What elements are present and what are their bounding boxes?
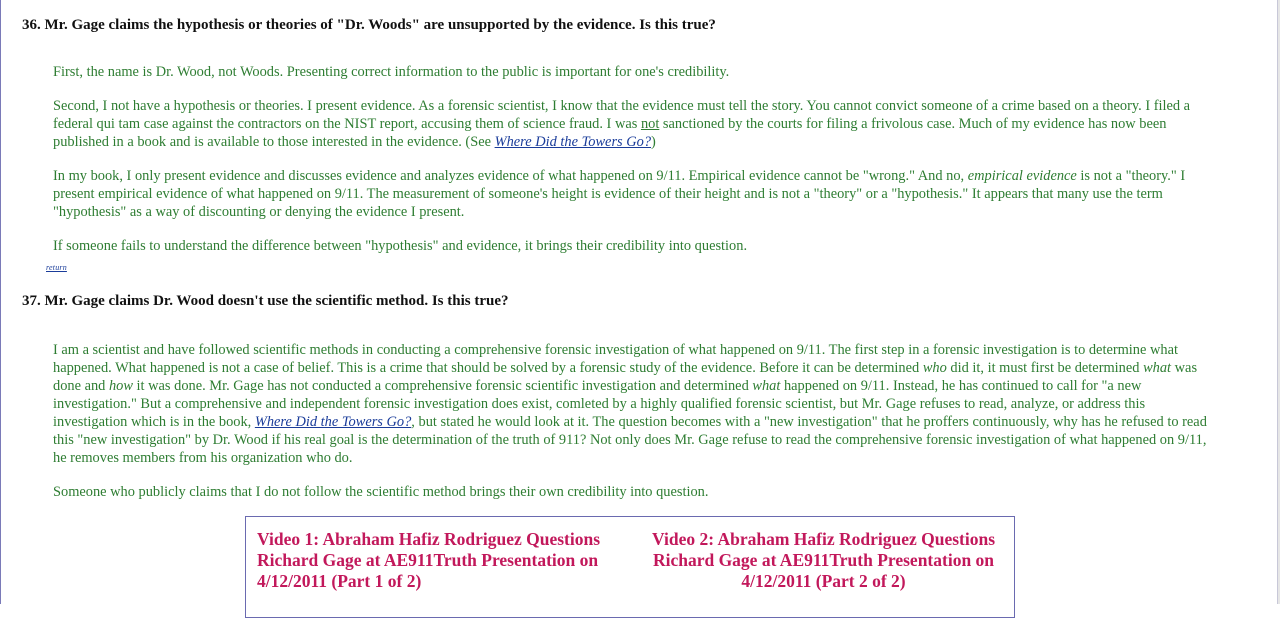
- q37-p1-emphasis-what: what: [1143, 360, 1172, 376]
- q37-p1-text-b: did it, it must first be determined: [946, 360, 1144, 376]
- video-2-title: Video 2: Abraham Hafiz Rodriguez Questions Richard Gage at AE911Truth Presentation on 4/12/2011 (Part 2 of 2): [651, 529, 996, 591]
- page-left-border: [0, 0, 1, 604]
- q36-p2-text-c: ): [651, 134, 656, 150]
- q36-p2-emphasis-not: not: [640, 116, 660, 132]
- q36-p3-emphasis: empirical evidence: [967, 168, 1077, 184]
- book-link-where-did-the-towers-go[interactable]: Where Did the Towers Go?: [494, 134, 652, 150]
- q37-p1-text-c: was done and: [53, 360, 1198, 394]
- q36-answer-paragraph-2: [53, 97, 1208, 151]
- q37-p1-text-e: happened on 9/11. Instead, he has continued to call for "a new investigation." But a comprehensive and independent forensic investigation does exist, comleted by a highly qualified forensic scientist, but Mr. Gage refuses to read, analyze, or address this investigation which is in the book,: [53, 378, 1146, 430]
- video-table: [245, 516, 1015, 618]
- q36-answer-paragraph-3: [53, 167, 1208, 221]
- q36-answer-paragraph-4: If someone fails to understand the difference between "hypothesis" and evidence, it brings their credibility into question.: [53, 238, 748, 254]
- book-link-where-did-the-towers-go-2[interactable]: Where Did the Towers Go?: [254, 414, 412, 430]
- q37-p1-text-d: it was done. Mr. Gage has not conducted a comprehensive forensic scientific investigation and determined: [132, 378, 753, 394]
- q36-p3-text-a: In my book, I only present evidence and discusses evidence and analyzes evidence of what happened on 9/11. Empirical evidence cannot be "wrong." And no,: [53, 168, 968, 184]
- q37-answer-paragraph-2: Someone who publicly claims that I do not follow the scientific method brings their own credibility into question.: [53, 484, 709, 500]
- video-1-title: Video 1: Abraham Hafiz Rodriguez Questions Richard Gage at AE911Truth Presentation on 4/12/2011 (Part 1 of 2): [257, 529, 601, 591]
- q37-p1-text-a: I am a scientist and have followed scientific methods in conducting a comprehensive forensic investigation of what happened on 9/11. The first step in a forensic investigation is to determine what happened. What happened is not a case of belief. This is a crime that should be solved by a forensic study of the evidence. Before it can be determined: [53, 342, 1178, 376]
- q37-p1-emphasis-who: who: [922, 360, 947, 376]
- q36-answer-paragraph-1: First, the name is Dr. Wood, not Woods. Presenting correct information to the public is important for one's credibility.: [53, 64, 730, 80]
- return-link[interactable]: return: [46, 263, 67, 272]
- question-37-heading: 37. Mr. Gage claims Dr. Wood doesn't use the scientific method. Is this true?: [22, 293, 509, 309]
- q36-p2-text-a: Second, I not have a hypothesis or theories. I present evidence. As a forensic scientist, I know that the evidence must tell the story. You cannot convict someone of a crime based on a theory. I filed a federal qui tam case against the contractors on the NIST report, accusing them of science fraud. I was: [53, 98, 1191, 132]
- q36-p2-text-b: sanctioned by the courts for filing a frivolous case. Much of my evidence has now been published in a book and is available to those interested in the evidence. (See: [53, 116, 1167, 150]
- q37-answer-paragraph-1: [53, 341, 1208, 467]
- q36-p3-text-b: is not a "theory." I present empirical evidence of what happened on 9/11. The measurement of someone's height is evidence of their height and is not a "theory" or a "hypothesis." It appears that many use the term "hypothesis" as a way of discounting or denying the evidence I present.: [53, 168, 1186, 220]
- question-36-heading: 36. Mr. Gage claims the hypothesis or theories of "Dr. Woods" are unsupported by the evidence. Is this true?: [22, 17, 716, 33]
- q37-p1-text-f: , but stated he would look at it. The question becomes with a "new investigation" that he proffers continuously, why has he refused to read this "new investigation" by Dr. Wood if his real goal is the determination of the truth of 911? Not only does Mr. Gage refuse to read the comprehensive forensic investigation of what happened on 9/11, he removes members from his organization who do.: [53, 414, 1207, 466]
- q37-p1-emphasis-what-2: what: [752, 378, 781, 394]
- q37-p1-emphasis-how: how: [108, 378, 133, 394]
